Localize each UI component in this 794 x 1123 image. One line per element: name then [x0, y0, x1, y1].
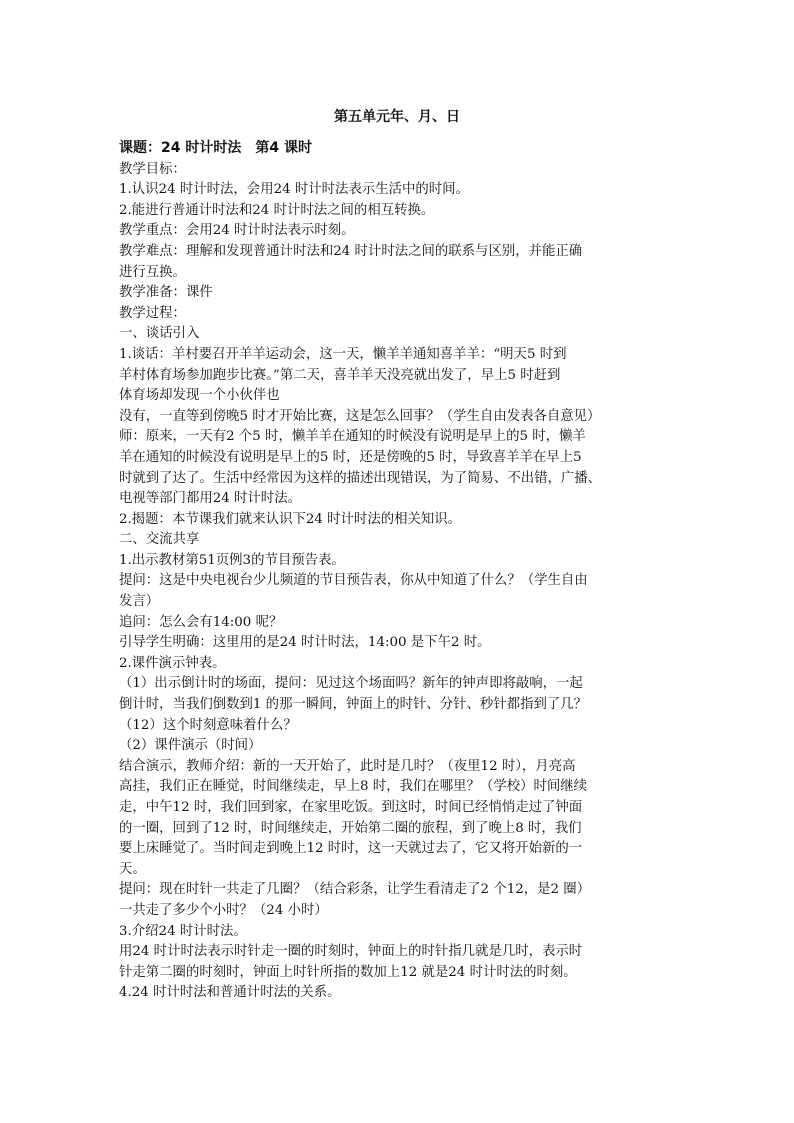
text-line: 提问：现在时针一共走了几圈？（结合彩条，让学生看清走了2 个12，是2 圈） — [119, 882, 591, 898]
text-line: 教学目标： — [119, 161, 186, 177]
text-line: 倒计时，当我们倒数到1 的那一瞬间，钟面上的时针、分针、秒针都指到了几？ — [119, 697, 588, 713]
text-line: 师：原来，一天有2 个5 时，懒羊羊在通知的时候没有说明是早上的5 时，懒羊 — [119, 429, 586, 445]
text-line: 要上床睡觉了。当时间走到晚上12 时时，这一天就过去了，它又将开始新的一 — [119, 841, 583, 857]
text-line: 走，中午12 时，我们回到家，在家里吃饭。到这时，时间已经悄悄走过了钟面 — [119, 800, 583, 815]
text-line: 教学难点：理解和发现普通计时法和24 时计时法之间的联系与区别，并能正确 — [119, 243, 583, 259]
text-line: 针走第二圈的时刻时，钟面上时针所指的数加上12 就是24 时计时法的时刻。 — [119, 964, 577, 980]
text-line: 羊村体育场参加跑步比赛。”第二天，喜羊羊天没亮就出发了，早上5 时赶到 — [119, 367, 561, 383]
text-line: 一共走了多少个小时？（24 小时） — [119, 902, 328, 918]
text-line: 追问：怎么会有14:00 呢？ — [119, 614, 283, 630]
text-line: 一、谈话引入 — [119, 326, 200, 342]
text-line: 进行互换。 — [119, 264, 186, 280]
text-line: 提问：这是中央电视台少儿频道的节目预告表，你从中知道了什么？（学生自由 — [119, 573, 588, 589]
text-line: 高挂，我们正在睡觉，时间继续走，早上8 时，我们在哪里？（学校）时间继续 — [119, 779, 588, 795]
text-line: 没有，一直等到傍晚5 时才开始比赛，这是怎么回事？（学生自由发表各自意见） — [119, 408, 601, 424]
text-line: （2）课件演示（时间） — [119, 738, 262, 754]
unit-title: 第五单元年、月、日 — [334, 109, 460, 125]
text-line: 教学准备：课件 — [119, 285, 213, 301]
text-line: 教学重点：会用24 时计时法表示时刻。 — [119, 223, 355, 239]
text-line: 3.介绍24 时计时法。 — [119, 923, 247, 939]
text-line: 时就到了达了。生活中经常因为这样的描述出现错误，为了简易、不出错，广播、 — [119, 470, 602, 486]
text-line: 引导学生明确：这里用的是24 时计时法，14:00 是下午2 时。 — [119, 635, 491, 651]
lesson-plan-body — [119, 138, 681, 1004]
text-line: 1.出示教材第51页例3的节目预告表。 — [119, 552, 345, 568]
text-line: 的一圈，回到了12 时，时间继续走，开始第二圈的旅程，到了晚上8 时，我们 — [119, 820, 582, 836]
text-line: 羊在通知的时候没有说明是早上的5 时，还是傍晚的5 时，导致喜羊羊在早上5 — [119, 449, 582, 465]
text-line: （12）这个时刻意味着什么？ — [119, 717, 297, 733]
text-line: 天。 — [119, 861, 146, 877]
text-line: 2.能进行普通计时法和24 时计时法之间的相互转换。 — [119, 202, 435, 218]
text-line: 用24 时计时法表示时针走一圈的时刻时，钟面上的时针指几就是几时，表示时 — [119, 944, 583, 960]
lesson-heading: 课题：24 时计时法 第4 课时 — [119, 140, 312, 156]
text-line: 1.谈话：羊村要召开羊羊运动会，这一天，懒羊羊通知喜羊羊：“明天5 时到 — [119, 346, 567, 362]
text-line: （1）出示倒计时的场面，提问：见过这个场面吗？新年的钟声即将敲响，一起 — [119, 676, 583, 692]
text-line: 教学过程： — [119, 305, 186, 321]
text-line: 结合演示，教师介绍：新的一天开始了，此时是几时？（夜里12 时），月亮高 — [119, 758, 576, 774]
text-line: 4.24 时计时法和普通计时法的关系。 — [119, 985, 341, 1001]
text-line: 2.课件演示钟表。 — [119, 655, 226, 671]
text-line: 二、交流共享 — [119, 532, 200, 548]
text-line: 体育场却发现一个小伙伴也 — [119, 388, 280, 404]
text-line: 电视等部门都用24 时计时法。 — [119, 491, 301, 507]
text-line: 2.揭题：本节课我们就来认识下24 时计时法的相关知识。 — [119, 511, 462, 527]
text-line: 发言） — [119, 594, 160, 610]
text-line: 1.认识24 时计时法，会用24 时计时法表示生活中的时间。 — [119, 182, 469, 198]
